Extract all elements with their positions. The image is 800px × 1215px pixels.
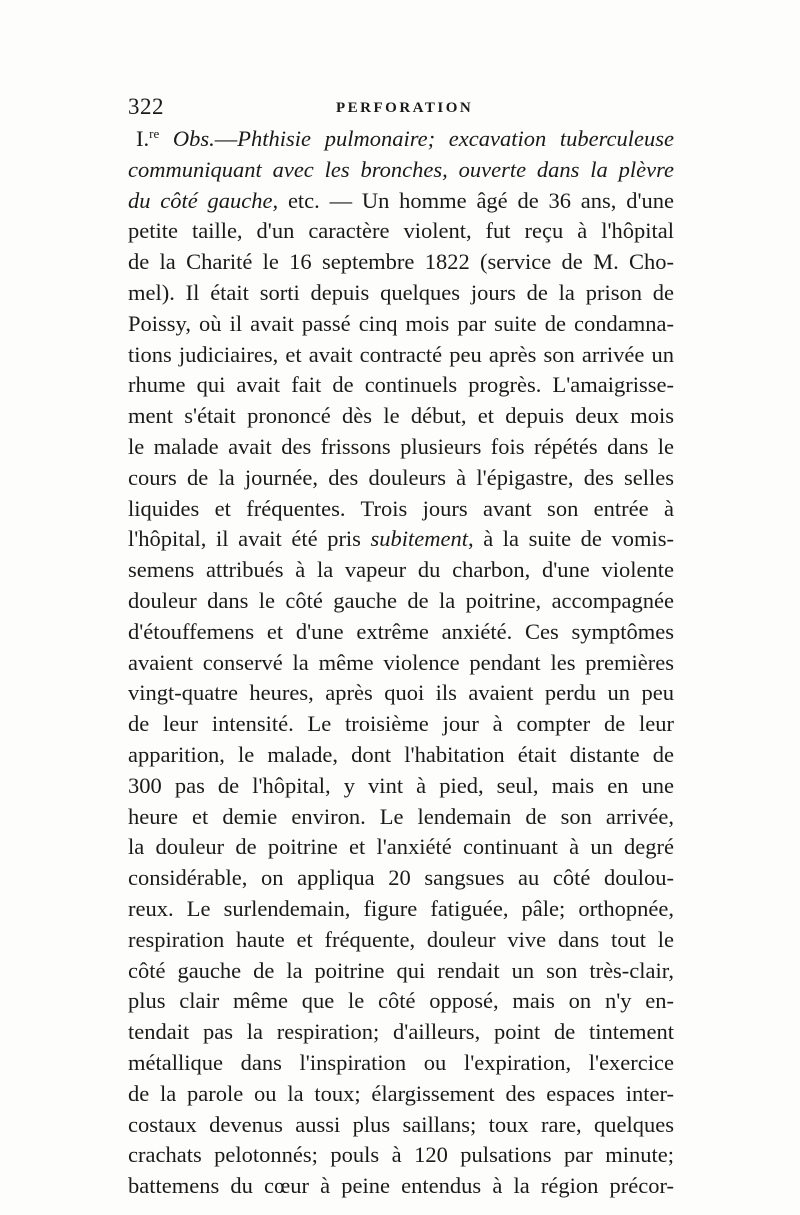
text-line: considérable, on appliqua 20 sangsues au côté doulou- bbox=[128, 865, 674, 891]
text-line: Poissy, où il avait passé cinq mois par suite de condamna- bbox=[128, 310, 674, 336]
running-title: PERFORATION bbox=[336, 100, 474, 116]
observation-number-superscript: re bbox=[149, 126, 160, 141]
page-number: 322 bbox=[128, 94, 164, 119]
text-line: la douleur de poitrine et l'anxiété continuant à un degré bbox=[128, 834, 674, 860]
text-line: vingt-quatre heures, après quoi ils avaient perdu un peu bbox=[128, 680, 674, 706]
text-line: de la Charité le 16 septembre 1822 (service de M. Cho- bbox=[128, 249, 674, 275]
text-line: costaux devenus aussi plus saillans; toux rare, quelques bbox=[128, 1111, 674, 1137]
observation-dash: — bbox=[214, 126, 238, 151]
text-line: de la parole ou la toux; élargissement des espaces inter- bbox=[128, 1080, 674, 1106]
observation-abbrev: Obs. bbox=[172, 126, 215, 151]
text-line-last: battemens du cœur à peine entendus à la région précor- bbox=[128, 1173, 674, 1199]
text-line: semens attribués à la vapeur du charbon, d'une violente bbox=[128, 557, 674, 583]
text-line: mel). Il était sorti depuis quelques jours de la prison de bbox=[128, 279, 674, 305]
text-line: respiration haute et fréquente, douleur vive dans tout le bbox=[128, 926, 674, 952]
text-line: ment s'était prononcé dès le début, et depuis deux mois bbox=[128, 403, 674, 429]
text-line: avaient conservé la même violence pendant les premières bbox=[128, 649, 674, 675]
text-line-subitement bbox=[128, 524, 674, 555]
text-line: 300 pas de l'hôpital, y vint à pied, seul, mais en une bbox=[128, 772, 674, 798]
text-line: douleur dans le côté gauche de la poitrine, accompagnée bbox=[128, 587, 674, 613]
text-line: cours de la journée, des douleurs à l'épigastre, des selles bbox=[128, 464, 674, 490]
text-line: petite taille, d'un caractère violent, fut reçu à l'hôpital bbox=[128, 218, 674, 244]
observation-heading-line bbox=[128, 124, 674, 155]
observation-title-line-3 bbox=[128, 186, 674, 217]
observation-title-part3: du côté gauche, bbox=[128, 187, 279, 213]
text-line: liquides et fréquentes. Trois jours avant son entrée à bbox=[128, 495, 674, 521]
italic-word-subitement: subitement bbox=[370, 526, 469, 552]
text-line: reux. Le surlendemain, figure fatiguée, pâle; orthopnée, bbox=[128, 895, 674, 921]
body-text bbox=[128, 124, 674, 1202]
text-line: plus clair même que le côté opposé, mais on n'y en- bbox=[128, 988, 674, 1014]
observation-number: I. bbox=[136, 126, 150, 151]
text-line: d'étouffemens et d'une extrême anxiété. Ces symptômes bbox=[128, 618, 674, 644]
running-head bbox=[128, 94, 674, 124]
observation-title-part1: Phthisie pulmonaire; excavation tuberculeuse bbox=[237, 126, 674, 151]
text-line: heure et demie environ. Le lendemain de son arrivée, bbox=[128, 803, 674, 829]
observation-intro-text: etc. — Un homme âgé de 36 ans, d'une bbox=[278, 187, 674, 213]
text-line: tendait pas la respiration; d'ailleurs, point de tintement bbox=[128, 1019, 674, 1045]
text-line: crachats pelotonnés; pouls à 120 pulsations par minute; bbox=[128, 1142, 674, 1168]
observation-title-line-2 bbox=[128, 155, 674, 186]
observation-title-part2: communiquant avec les bronches, ouverte dans la plèvre bbox=[128, 156, 674, 182]
text-line: de leur intensité. Le troisième jour à compter de leur bbox=[128, 711, 674, 737]
text-before-italic: l'hôpital, il avait été pris bbox=[128, 526, 371, 552]
text-line: métallique dans l'inspiration ou l'expiration, l'exercice bbox=[128, 1049, 674, 1075]
text-line: rhume qui avait fait de continuels progrès. L'amaigrisse- bbox=[128, 372, 674, 398]
text-line: le malade avait des frissons plusieurs fois répétés dans le bbox=[128, 433, 674, 459]
text-line: tions judiciaires, et avait contracté peu après son arrivée un bbox=[128, 341, 674, 367]
text-line: apparition, le malade, dont l'habitation était distante de bbox=[128, 741, 674, 767]
text-after-italic: , à la suite de vomis- bbox=[468, 526, 674, 552]
text-line: côté gauche de la poitrine qui rendait un son très-clair, bbox=[128, 957, 674, 983]
